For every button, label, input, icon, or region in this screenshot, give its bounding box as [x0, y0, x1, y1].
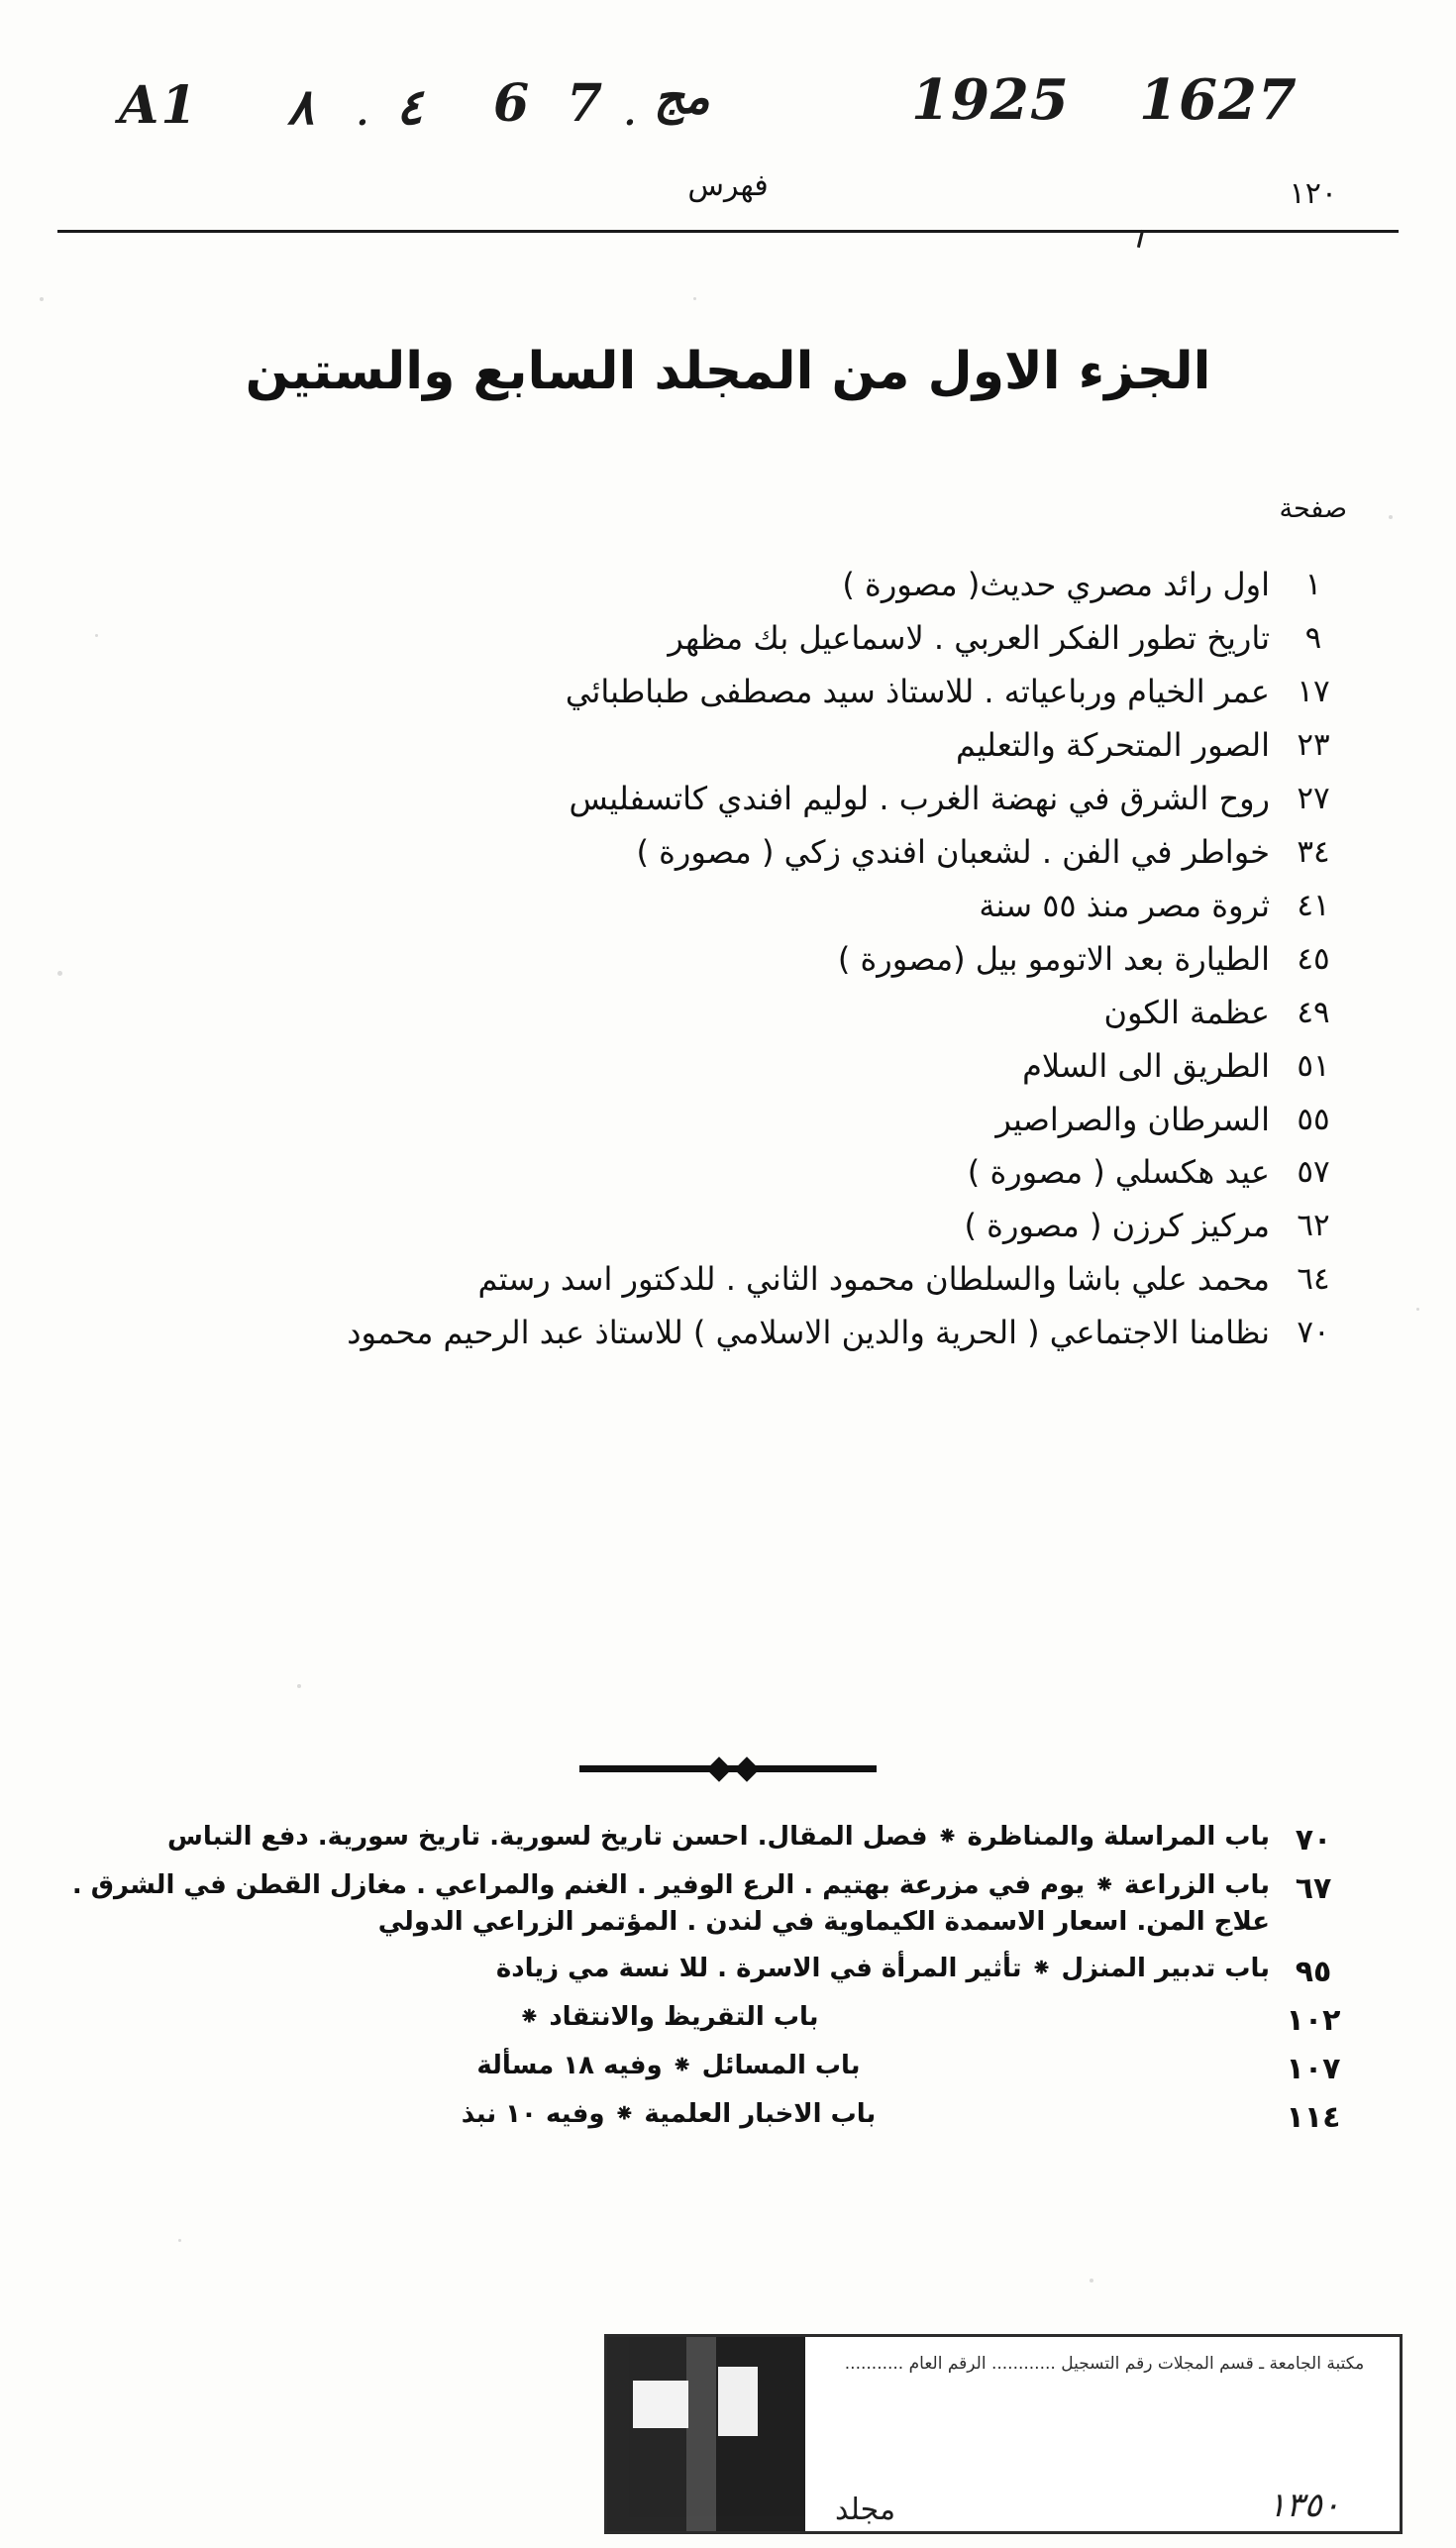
toc-entry-title: عظمة الكون — [1103, 993, 1270, 1031]
toc-page-number: ٧٠ — [1297, 1315, 1330, 1351]
handwritten-dot-2: · — [624, 103, 636, 143]
toc-page-number: ٣٤ — [1297, 833, 1330, 870]
toc-section-title: باب المسائل ⁕ وفيه ١٨ مسألة — [476, 2050, 861, 2080]
toc-row — [59, 1999, 1357, 2038]
scan-speck — [57, 971, 62, 976]
toc-page-number: ٦٧ — [1295, 1871, 1332, 1906]
toc-entry-title: خواطر في الفن . لشعبان افندي زكي ( مصورة ) — [636, 832, 1270, 871]
toc-page-number: ٩٥ — [1295, 1954, 1332, 1989]
toc-row — [89, 725, 1357, 766]
handwritten-dot-1: · — [357, 103, 368, 143]
toc-page-number: ١٠٧ — [1286, 2051, 1341, 2086]
toc-page-number: ٥٧ — [1297, 1154, 1330, 1191]
toc-page-number: ٦٤ — [1297, 1261, 1330, 1298]
toc-page-number: ١٧ — [1297, 673, 1330, 709]
toc-entry-title: مركيز كرزن ( مصورة ) — [964, 1207, 1270, 1245]
scan-speck — [1389, 515, 1393, 519]
table-of-contents — [89, 565, 1357, 1366]
toc-page-number: ٤١ — [1297, 887, 1330, 923]
toc-page-number: ٢٧ — [1297, 780, 1330, 816]
toc-page-number: ٥١ — [1297, 1047, 1330, 1084]
toc-row — [89, 993, 1357, 1033]
running-head — [0, 168, 1456, 220]
toc-row — [89, 1100, 1357, 1140]
toc-page-number: ٩ — [1304, 619, 1322, 656]
stamp-handwritten-label: مجلد — [835, 2493, 896, 2527]
toc-section-title: باب تدبير المنزل ⁕ تأثير المرأة في الاسرة . للا نسة مي زيادة — [495, 1953, 1270, 1983]
toc-page-number: ١٠٢ — [1286, 2002, 1341, 2038]
toc-row — [89, 832, 1357, 873]
handwritten-number-right: 1627 — [1139, 67, 1298, 133]
toc-row — [59, 1819, 1357, 1858]
handwritten-volume-abbr: مج — [654, 69, 710, 125]
toc-entry-title: محمد علي باشا والسلطان محمود الثاني . للدكتور اسد رستم — [477, 1260, 1270, 1299]
toc-page-number: ١ — [1304, 567, 1322, 602]
toc-section-title: باب الزراعة ⁕ يوم في مزرعة بهتيم . الرع الوفير . الغنم والمراعي . مغازل القطن في الشرق . علاج المن. اسعار الاسمدة الكيماوية في لندن . المؤتمر الزراعي الدولي — [71, 1870, 1270, 1937]
library-stamp — [604, 2334, 1403, 2534]
toc-entry-title: عيد هكسلي ( مصورة ) — [967, 1153, 1270, 1192]
toc-row — [59, 2096, 1357, 2135]
toc-section-title: باب الاخبار العلمية ⁕ وفيه ١٠ نبذ — [461, 2098, 877, 2129]
running-head-title: فهرس — [687, 168, 769, 203]
toc-entry-title: اول رائد مصري حديث( مصورة ) — [842, 566, 1270, 603]
ink-blot — [607, 2337, 805, 2531]
toc-entry-title: الطيارة بعد الاتومو بيل (مصورة ) — [837, 939, 1270, 978]
toc-entry-title: السرطان والصراصير — [995, 1100, 1270, 1138]
toc-entry-title: روح الشرق في نهضة الغرب . لوليم افندي كاتسفليس — [569, 779, 1270, 817]
toc-row — [89, 1313, 1357, 1353]
toc-entry-title: تاريخ تطور الفكر العربي . لاسماعيل بك مظهر — [668, 618, 1270, 657]
toc-row — [89, 672, 1357, 712]
toc-section-title: باب المراسلة والمناظرة ⁕ فصل المقال. احسن تاريخ لسورية. تاريخ سورية. دفع التباس — [166, 1822, 1270, 1852]
toc-entry-title: الطريق الى السلام — [1022, 1046, 1270, 1085]
toc-row — [59, 1951, 1357, 1989]
toc-page-number: ١١٤ — [1286, 2099, 1341, 2135]
stamp-handwritten-number: ١٣٥٠ — [1267, 2486, 1340, 2525]
toc-section-title: باب التقريظ والانتقاد ⁕ — [518, 2001, 819, 2032]
handwritten-mark-8: ٨ — [287, 77, 314, 136]
page-title: الجزء الاول من المجلد السابع والستين — [245, 342, 1211, 401]
ornament-divider — [0, 1755, 1456, 1781]
toc-row — [89, 939, 1357, 980]
toc-row — [89, 779, 1357, 819]
toc-page-number: ٥٥ — [1297, 1101, 1330, 1137]
scan-speck — [178, 2239, 181, 2242]
toc-page-number: ٦٢ — [1297, 1208, 1330, 1244]
scan-speck — [40, 297, 44, 301]
toc-page-number: ٤٥ — [1297, 940, 1330, 977]
toc-row — [89, 886, 1357, 926]
toc-row — [59, 1867, 1357, 1941]
toc-row — [89, 618, 1357, 659]
toc-row — [59, 2048, 1357, 2086]
toc-row — [89, 1206, 1357, 1246]
folio-number: ١٢٠ — [1289, 176, 1337, 211]
table-of-contents-sections — [59, 1819, 1357, 2145]
scan-speck — [1416, 1308, 1419, 1311]
toc-page-number: ٢٣ — [1297, 726, 1330, 763]
toc-entry-title: عمر الخيام ورباعياته . للاستاذ سيد مصطفى طباطبائي — [565, 672, 1270, 710]
handwritten-annotations — [0, 52, 1456, 160]
toc-entry-title: ثروة مصر منذ ٥٥ سنة — [979, 886, 1270, 924]
toc-row — [89, 1259, 1357, 1300]
handwritten-number-left: 1925 — [911, 67, 1070, 133]
scan-speck — [1090, 2279, 1093, 2283]
ornament-bar — [579, 1765, 877, 1772]
scan-speck — [693, 297, 696, 300]
toc-row — [89, 1046, 1357, 1087]
handwritten-mark-6: 6 — [493, 73, 530, 134]
page-column-header: صفحة — [1279, 493, 1347, 524]
toc-page-number: ٧٠ — [1295, 1823, 1332, 1858]
toc-row — [89, 565, 1357, 605]
scan-speck — [297, 1684, 301, 1688]
library-stamp-text: مكتبة الجامعة ـ قسم المجلات رقم التسجيل ............ الرقم العام ........... — [844, 2354, 1365, 2374]
handwritten-mark-7: 7 — [567, 73, 603, 134]
handwritten-mark-4: ٤ — [396, 77, 423, 136]
toc-page-number: ٤٩ — [1297, 994, 1330, 1030]
toc-entry-title: الصور المتحركة والتعليم — [956, 725, 1270, 764]
toc-entry-title: نظامنا الاجتماعي ( الحرية والدين الاسلامي ) للاستاذ عبد الرحيم محمود — [347, 1314, 1270, 1352]
header-rule — [57, 230, 1399, 233]
toc-row — [89, 1152, 1357, 1193]
handwritten-mark-a1: A1 — [119, 75, 199, 136]
